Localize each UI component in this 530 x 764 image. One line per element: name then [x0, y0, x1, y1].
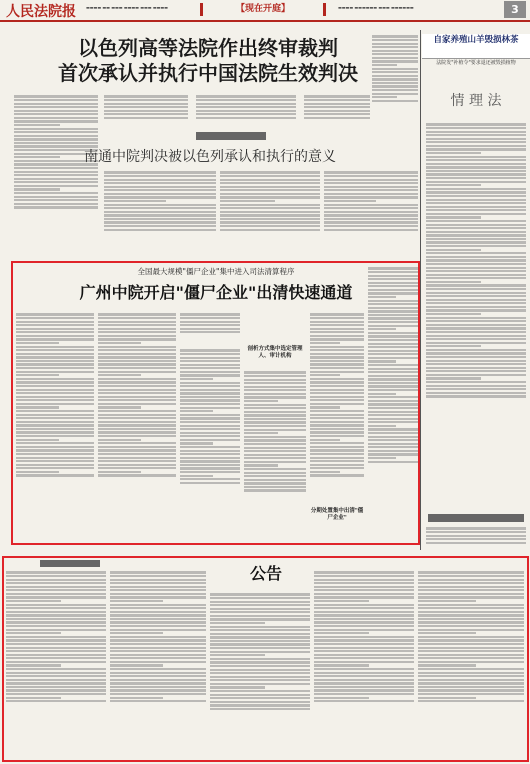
lead-body-col3: [196, 94, 296, 130]
lead-body-col5: [372, 34, 418, 130]
analysis-body-col3: [324, 170, 418, 256]
analysis-body-col1: [104, 170, 216, 256]
feature-body-col4: [180, 348, 240, 542]
masthead-editor: ▬▬▬▬ ▬▬▬▬▬▬ ▬▬▬ ▬▬▬▬▬▬: [338, 5, 414, 10]
lead-headline-line1: 以色列高等法院作出终审裁判: [78, 36, 338, 60]
section-tag: 【现在开庭】: [200, 3, 326, 16]
lead-body-col1: [14, 94, 98, 254]
announcement-left-tag: [40, 560, 100, 567]
feature-body-col3: [180, 312, 240, 344]
masthead: [0, 0, 530, 22]
analysis-subtitle: 南通中院判决被以色列承认和执行的意义: [84, 149, 336, 165]
feature-headline: 广州中院开启"僵尸企业"出清快速通道: [79, 283, 353, 302]
qing-li-fa-logo: 情 理 法: [450, 93, 502, 109]
right-column-subhead: 法院发"补植令"要求退还被毁损植物: [436, 60, 516, 66]
right-column-section-tag: [428, 514, 524, 522]
feature-body-col1: [16, 312, 94, 542]
feature-subhead-1: 剖析方式集中选定管理人、审计机构: [247, 346, 303, 359]
feature-kicker: 全国最大规模"僵尸企业"集中进入司法清算程序: [137, 267, 295, 276]
lead-headline-line2: 首次承认并执行中国法院生效判决: [58, 61, 358, 85]
announcement-body-col3: [210, 592, 310, 758]
announcement-body-col4: [314, 570, 414, 758]
newspaper-logo: 人民法院报: [6, 4, 76, 20]
announcement-body-col5: [418, 570, 524, 758]
announcement-body-col1: [6, 570, 106, 758]
feature-body-col2: [98, 312, 176, 542]
right-column-body: [426, 122, 526, 510]
right-column-body-lower: [426, 526, 526, 554]
feature-body-col5: [244, 370, 306, 542]
column-divider: [420, 30, 421, 550]
feature-subhead-2: 分期处置集中出清"僵尸企业": [310, 508, 364, 521]
feature-body-col7: [368, 266, 418, 542]
lead-body-col4: [304, 94, 370, 130]
announcement-body-col2: [110, 570, 206, 758]
right-column-headline-line1: 自家养殖山羊毁损林茶: [433, 35, 519, 45]
editor-note-tag: [196, 132, 266, 140]
right-column-headline: [422, 34, 530, 59]
page-number: 3: [504, 1, 526, 18]
lead-body-col2: [104, 94, 188, 130]
analysis-body-col2: [220, 170, 320, 256]
masthead-info: ▬▬▬▬ ▬▬ ▬▬▬ ▬▬▬▬ ▬▬▬ ▬▬▬▬: [86, 5, 168, 10]
announcement-title: 公告: [249, 564, 282, 583]
